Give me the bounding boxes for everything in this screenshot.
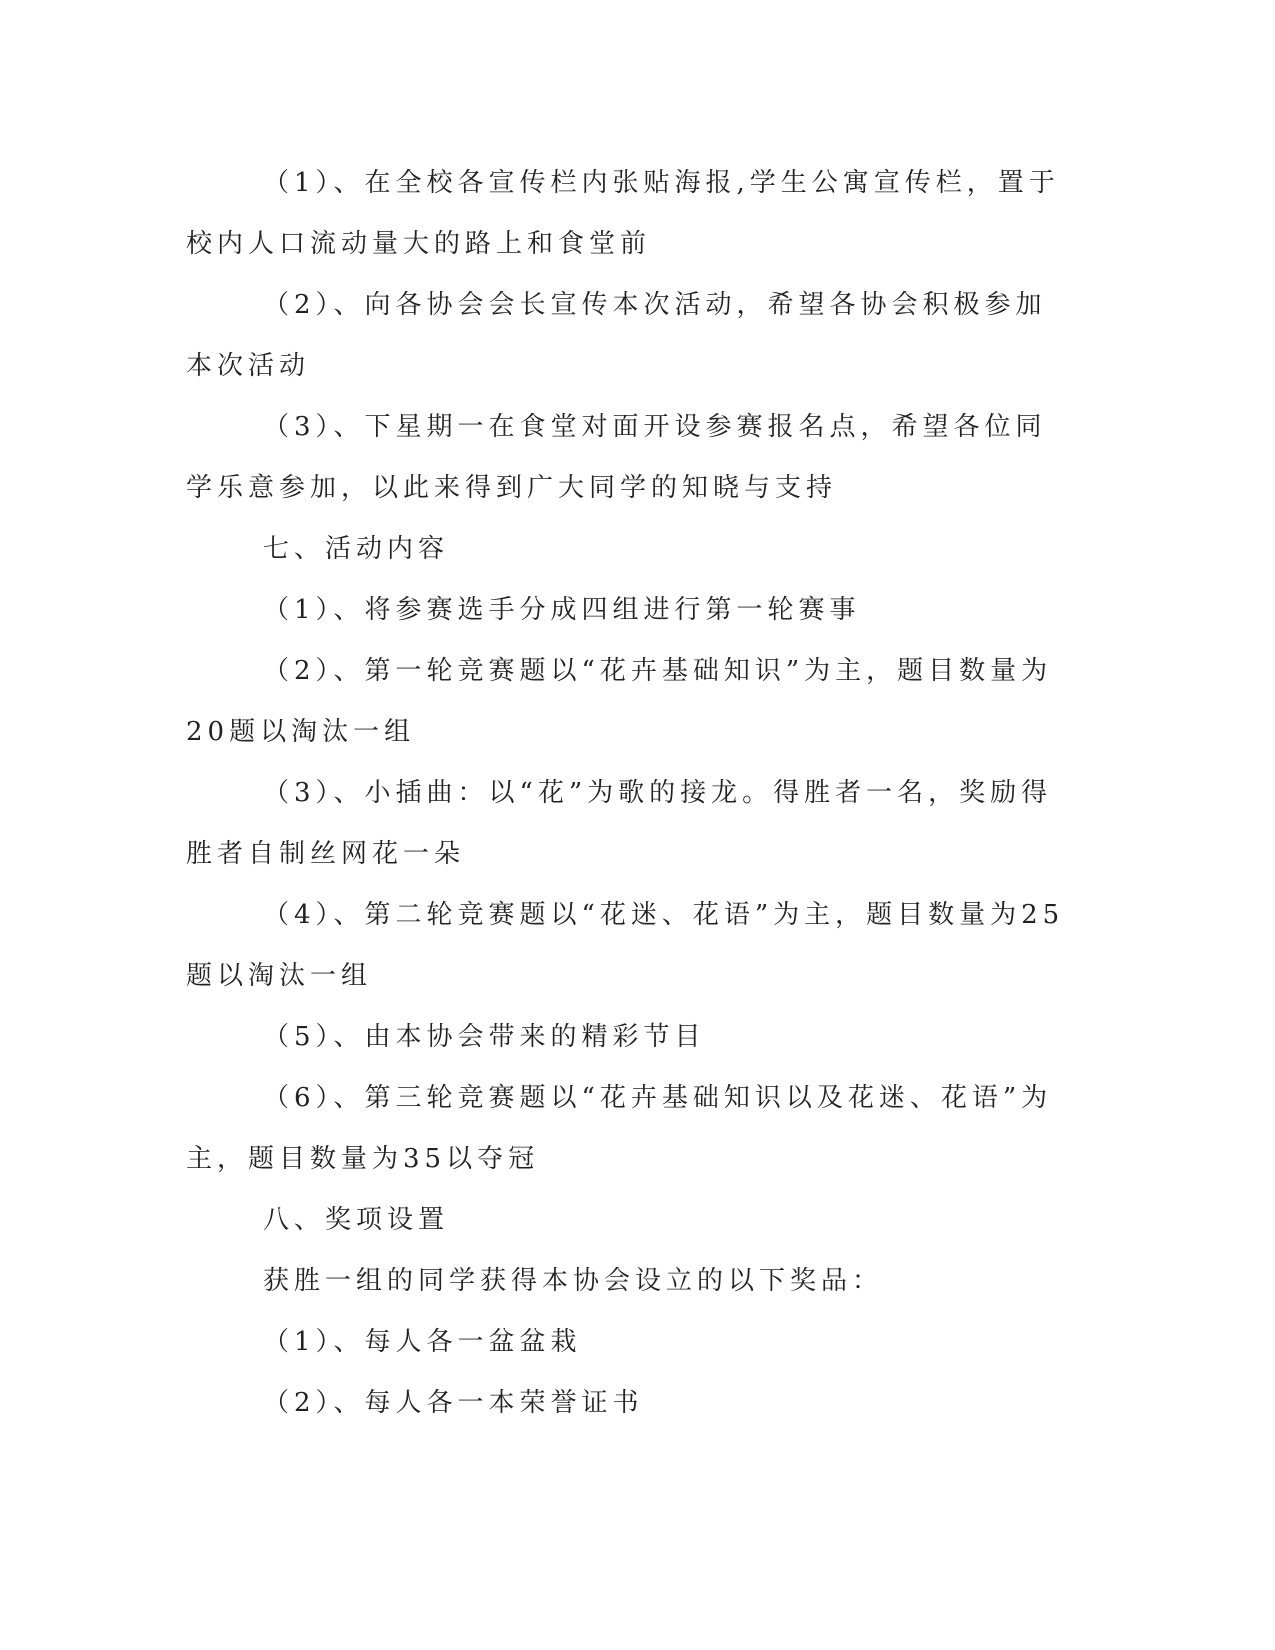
paragraph-content-6: （6）、第三轮竞赛题以“花卉基础知识以及花迷、花语”为主，题目数量为35以夺冠 bbox=[186, 1083, 1053, 1174]
document-body bbox=[186, 153, 1066, 1434]
section-heading-awards: 八、奖项设置 bbox=[263, 1205, 450, 1235]
paragraph-content-5: （5）、由本协会带来的精彩节目 bbox=[263, 1022, 706, 1052]
paragraph-content-3: （3）、小插曲：以“花”为歌的接龙。得胜者一名，奖励得胜者自制丝网花一朵 bbox=[186, 778, 1053, 869]
paragraph-publicity-3: （3）、下星期一在食堂对面开设参赛报名点，希望各位同学乐意参加，以此来得到广大同学的知晓与支持 bbox=[186, 412, 1047, 503]
section-heading-activity-content: 七、活动内容 bbox=[263, 534, 450, 564]
paragraph-award-2: （2）、每人各一本荣誉证书 bbox=[263, 1388, 644, 1418]
paragraph-content-2: （2）、第一轮竞赛题以“花卉基础知识”为主，题目数量为20题以淘汰一组 bbox=[186, 656, 1053, 747]
paragraph-publicity-2: （2）、向各协会会长宣传本次活动，希望各协会积极参加本次活动 bbox=[186, 290, 1047, 381]
paragraph-award-1: （1）、每人各一盆盆栽 bbox=[263, 1327, 582, 1357]
paragraph-publicity-1: （1）、在全校各宣传栏内张贴海报,学生公寓宣传栏，置于校内人口流动量大的路上和食堂前 bbox=[186, 168, 1060, 259]
paragraph-awards-intro: 获胜一组的同学获得本协会设立的以下奖品： bbox=[263, 1266, 884, 1296]
paragraph-content-1: （1）、将参赛选手分成四组进行第一轮赛事 bbox=[263, 595, 861, 625]
paragraph-content-4: （4）、第二轮竞赛题以“花迷、花语”为主，题目数量为25题以淘汰一组 bbox=[186, 900, 1065, 991]
